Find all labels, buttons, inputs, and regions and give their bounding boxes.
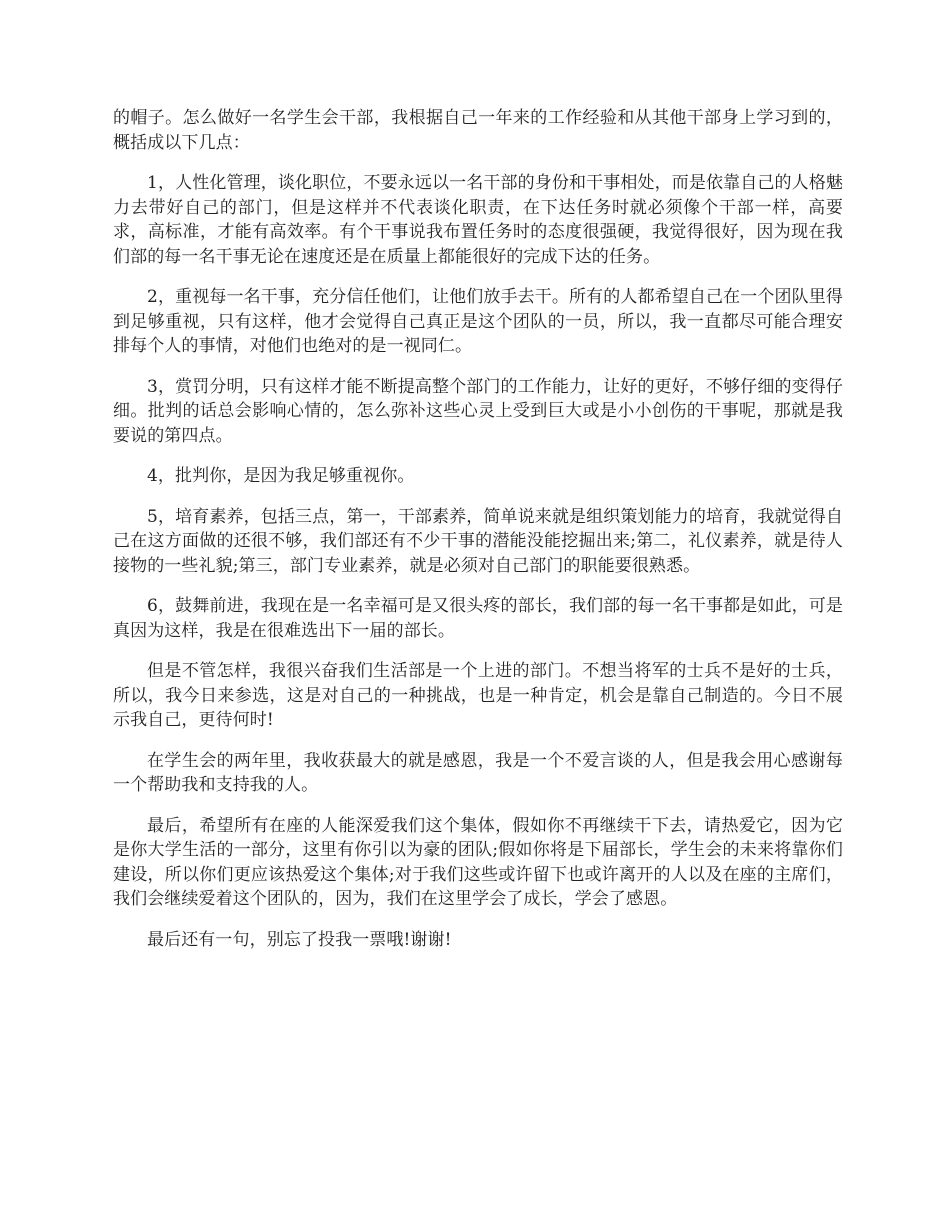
paragraph-closing-hope: 最后，希望所有在座的人能深爱我们这个集体，假如你不再继续干下去，请热爱它，因为它是你大学生活的一部分，这里有你引以为豪的团队;假如你将是下届部长，学生会的未来将靠你们建设，所以你们更应该热爱这个集体;对于我们这些或许留下也或许离开的人以及在座的主席们，我们会继续爱着这个团队的，因为，我们在这里学会了成长，学会了感恩。 — [113, 815, 843, 909]
paragraph-point-1: 1，人性化管理，谈化职位，不要永远以一名干部的身份和干事相处，而是依靠自己的人格魅力去带好自己的部门，但是这样并不代表谈化职责，在下达任务时就必须像个干部一样，高要求，高标准，才能有高效率。有个干事说我布置任务时的态度很强硬，我觉得很好，因为现在我们部的每一名干事无论在速度还是在质量上都能很好的完成下达的任务。 — [113, 173, 843, 267]
paragraph-point-5: 5，培育素养，包括三点，第一，干部素养，简单说来就是组织策划能力的培育，我就觉得自己在这方面做的还很不够，我们部还有不少干事的潜能没能挖掘出来;第二，礼仪素养，就是待人接物的一些礼貌;第三，部门专业素养，就是必须对自己部门的职能要很熟悉。 — [113, 506, 843, 576]
paragraph-gratitude: 在学生会的两年里，我收获最大的就是感恩，我是一个不爱言谈的人，但是我会用心感谢每一个帮助我和支持我的人。 — [113, 750, 843, 795]
paragraph-point-3: 3，赏罚分明，只有这样才能不断提高整个部门的工作能力，让好的更好，不够仔细的变得仔细。批判的话总会影响心情的，怎么弥补这些心灵上受到巨大或是小小创伤的干事呢，那就是我要说的第四点。 — [113, 376, 843, 446]
paragraph-point-6: 6，鼓舞前进，我现在是一名幸福可是又很头疼的部长，我们部的每一名干事都是如此，可是真因为这样，我是在很难选出下一届的部长。 — [113, 596, 843, 641]
document-body — [113, 106, 843, 968]
paragraph-final-request: 最后还有一句，别忘了投我一票哦!谢谢! — [147, 929, 452, 950]
paragraph-continuation: 的帽子。怎么做好一名学生会干部，我根据自己一年来的工作经验和从其他干部身上学习到的，概括成以下几点： — [113, 108, 843, 153]
paragraph-department: 但是不管怎样，我很兴奋我们生活部是一个上进的部门。不想当将军的士兵不是好的士兵，所以，我今日来参选，这是对自己的一种挑战，也是一种肯定，机会是靠自己制造的。今日不展示我自己，更待何时! — [113, 661, 843, 730]
paragraph-point-4: 4，批判你，是因为我足够重视你。 — [147, 466, 415, 486]
paragraph-point-2: 2，重视每一名干事，充分信任他们，让他们放手去干。所有的人都希望自己在一个团队里得到足够重视，只有这样，他才会觉得自己真正是这个团队的一员，所以，我一直都尽可能合理安排每个人的事情，对他们也绝对的是一视同仁。 — [113, 287, 843, 356]
